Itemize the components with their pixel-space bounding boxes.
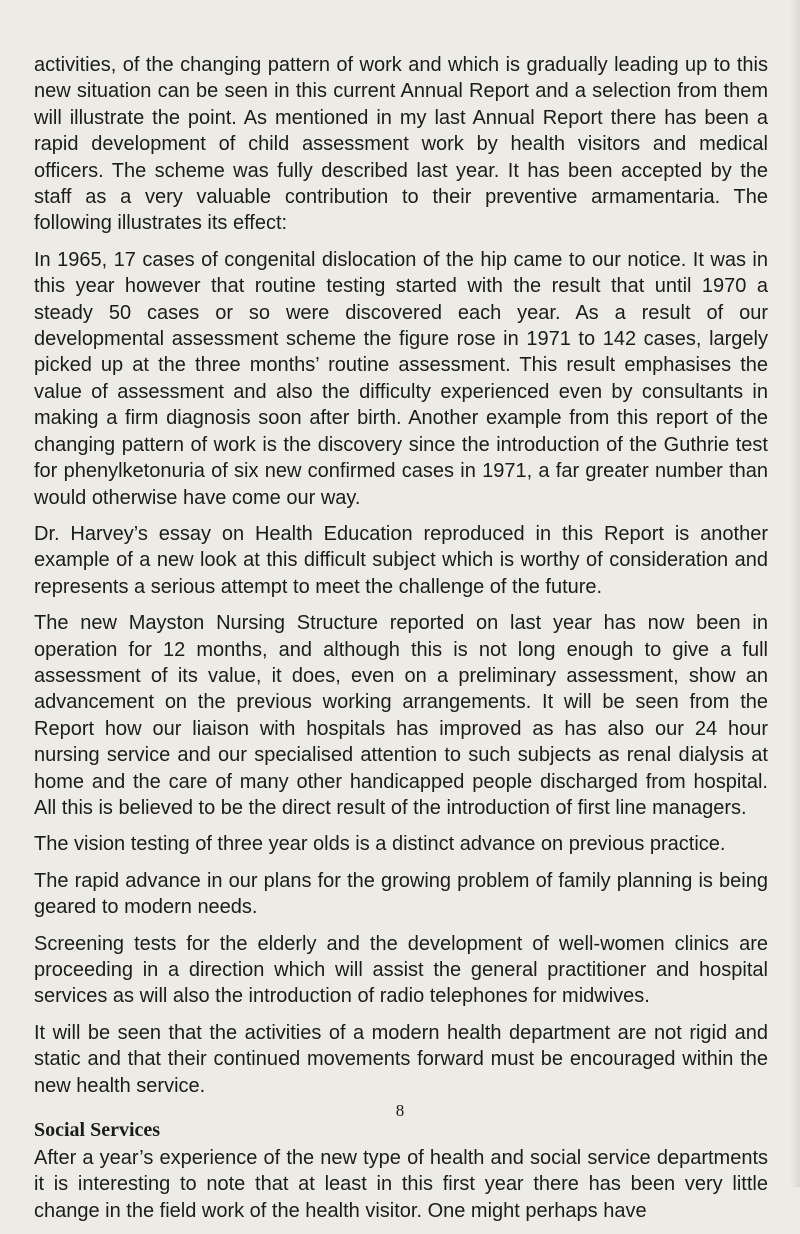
section-heading: Social Services [34,1119,161,1142]
page-edge-shadow [790,0,800,1187]
paragraph-7: Screening tests for the elderly and the development of well-women clinics are proceeding in a direction which will assist the general practitioner and hospital services as will also the introduction of radio telephones for midwives. [34,932,768,1008]
paragraph-8: It will be seen that the activities of a modern health department are not rigid and static and that their continued movements forward must be encouraged within the new health service. [34,1021,768,1097]
paragraph-3: Dr. Harvey’s essay on Health Education reproduced in this Report is another example of a new look at this difficult subject which is worthy of consideration and represents a serious attempt to meet the challenge of the future. [34,522,768,598]
paragraph-2: In 1965, 17 cases of congenital dislocation of the hip came to our notice. It was in this year however that routine testing started with the result that until 1970 a steady 50 cases or so were discovered each year. As a result of our developmental assessment scheme the figure rose in 1971 to 142 cases, largely picked up at the three months’ routine assessment. This result emphasises the value of assessment and also the difficulty experienced even by consultants in making a firm diagnosis soon after birth. Another example from this report of the changing pattern of work is the discovery since the introduction of the Guthrie test for phenylketonuria of six new confirmed cases in 1971, a far greater number than would otherwise have come our way. [34,248,768,509]
paragraph-5: The vision testing of three year olds is a distinct advance on previous practice. [34,833,726,856]
section-paragraph: After a year’s experience of the new type of health and social service departments it is interesting to note that at least in this first year there has been very little change in the field work of the health visitor. One might perhaps have [34,1147,768,1222]
page-number: 8 [395,1101,405,1120]
paragraph-1: activities, of the changing pattern of work and which is gradually leading up to this new situation can be seen in this current Annual Report and a selection from them will illustrate the point. As mentioned in my last Annual Report there has been a rapid development of child assessment work by health visitors and medical officers. The scheme was fully described last year. It has been accepted by the staff as a very valuable contribution to their preventive armamentaria. The following illustrates its effect: [34,54,768,235]
document-page [34,52,768,1234]
paragraph-4: The new Mayston Nursing Structure reported on last year has now been in operation for 12 months, and although this is not long enough to give a full assessment of its value, it does, even on a preliminary assessment, show an advancement on the previous working arrangements. It will be seen from the Report how our liaison with hospitals has improved as has also our 24 hour nursing service and our specialised attention to such subjects as renal dialysis at home and the care of many other handicapped people discharged from hospital. All this is believed to be the direct result of the introduction of first line managers. [34,612,768,819]
paragraph-6: The rapid advance in our plans for the growing problem of family planning is being geared to modern needs. [34,869,768,919]
